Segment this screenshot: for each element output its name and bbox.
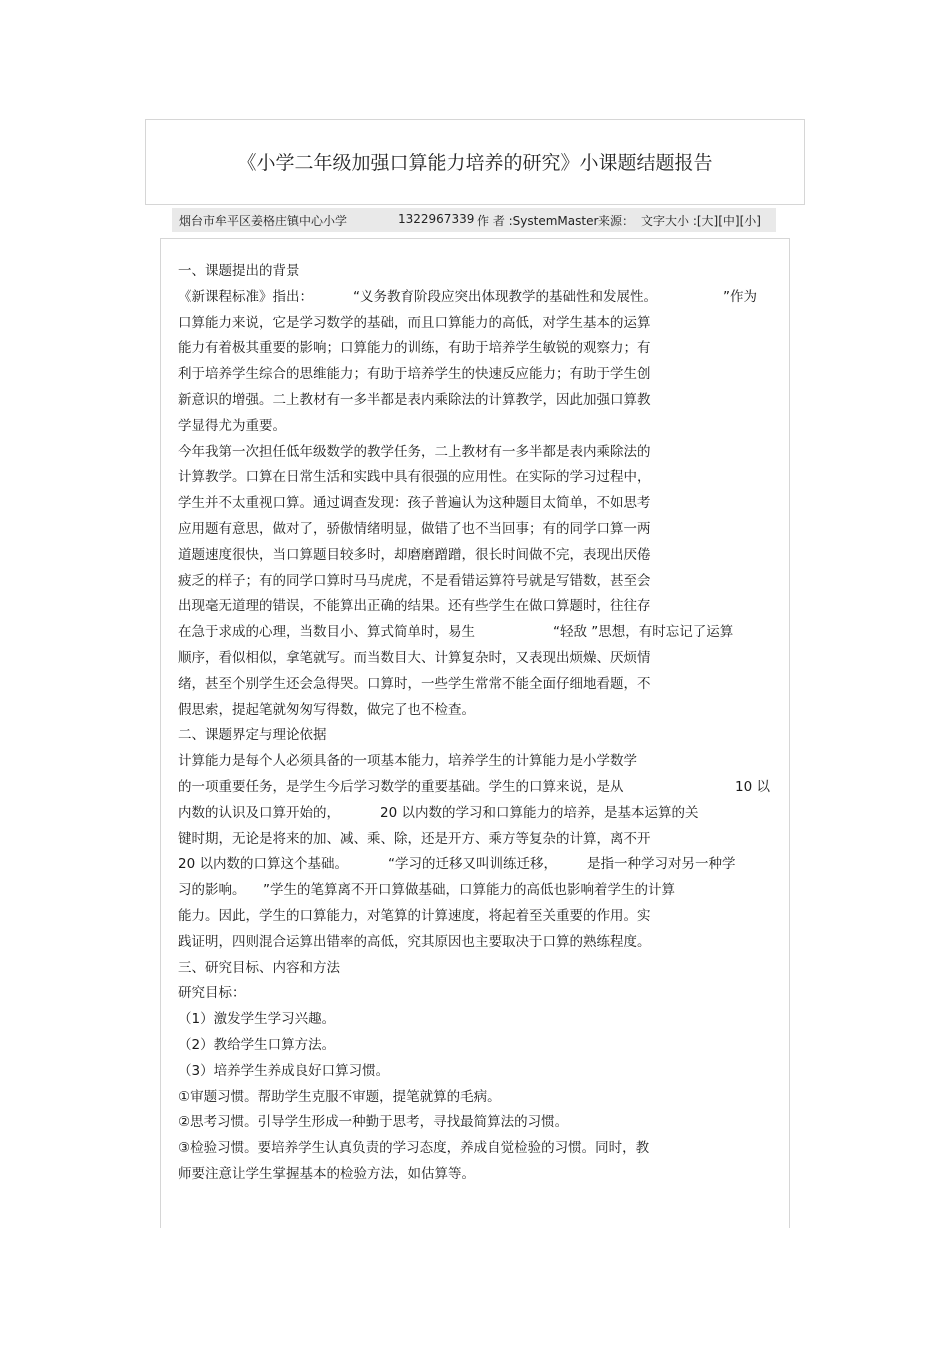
article-body	[178, 259, 778, 1188]
text-segment: 一、课题提出的背景	[178, 263, 300, 279]
text-segment: 师要注意让学生掌握基本的检验方法，如估算等。	[178, 1165, 475, 1182]
text-line	[178, 827, 778, 853]
meta-id: 1322967339	[398, 212, 475, 226]
text-segment: 20 以内数的学习和口算能力的培养，是基本运算的关	[380, 804, 699, 821]
text-line	[178, 775, 778, 801]
font-size-large-link[interactable]: [大]	[696, 214, 719, 228]
text-segment: 新意识的增强。二上教材有一多半都是表内乘除法的计算教学，因此加强口算教	[178, 391, 651, 408]
text-line	[178, 465, 778, 491]
text-segment: ”学生的笔算离不开口算做基础，口算能力的高低也影响着学生的计算	[263, 882, 675, 899]
text-line	[178, 259, 778, 285]
text-line	[178, 362, 778, 388]
text-line	[178, 388, 778, 414]
text-segment: “轻敌 ”思想，有时忘记了运算	[553, 624, 734, 641]
meta-source: 来源：	[598, 214, 635, 228]
text-line	[178, 956, 778, 982]
text-segment: 《新课程标准》指出：	[178, 288, 313, 305]
article-meta-bar	[172, 208, 776, 232]
text-segment: 应用题有意思，做对了，骄傲情绪明显，做错了也不当回事；有的同学口算一两	[178, 520, 651, 537]
text-segment: 能力有着极其重要的影响；口算能力的训练，有助于培养学生敏锐的观察力；有	[178, 340, 651, 357]
title-box	[145, 119, 805, 205]
page-title: 《小学二年级加强口算能力培养的研究》小课题结题报告	[237, 152, 713, 174]
text-line	[178, 285, 778, 311]
text-line	[178, 1059, 778, 1085]
font-size-controls	[641, 212, 761, 229]
text-line	[178, 336, 778, 362]
text-line	[178, 311, 778, 337]
text-line	[178, 646, 778, 672]
font-size-medium-link[interactable]: [中]	[718, 214, 740, 228]
text-line	[178, 930, 778, 956]
text-segment: （3）培养学生养成良好口算习惯。	[178, 1062, 390, 1079]
text-line	[178, 878, 778, 904]
text-segment: 学生并不太重视口算。通过调查发现：孩子普遍认为这种题目太简单，不如思考	[178, 495, 651, 512]
meta-author: 作 者 :SystemMaster	[477, 214, 599, 228]
text-line	[178, 1136, 778, 1162]
text-line	[178, 569, 778, 595]
text-segment: 绪，甚至个别学生还会急得哭。口算时，一些学生常常不能全面仔细地看题，不	[178, 675, 651, 692]
text-segment: 践证明，四则混合运算出错率的高低，究其原因也主要取决于口算的熟练程度。	[178, 933, 651, 950]
text-segment: 能力。因此，学生的口算能力，对笔算的计算速度，将起着至关重要的作用。实	[178, 907, 651, 924]
text-segment: 疲乏的样子；有的同学口算时马马虎虎，不是看错运算符号就是写错数，甚至会	[178, 572, 651, 589]
text-line	[178, 491, 778, 517]
text-segment: 口算能力来说，它是学习数学的基础，而且口算能力的高低，对学生基本的运算	[178, 314, 651, 331]
text-line	[178, 414, 778, 440]
text-line	[178, 749, 778, 775]
text-segment: 习的影响。	[178, 882, 246, 899]
text-segment: 是指一种学习对另一种学	[587, 856, 736, 873]
text-segment: 学显得尤为重要。	[178, 417, 286, 434]
text-segment: 道题速度很快，当口算题目较多时，却磨磨蹭蹭，很长时间做不完，表现出厌倦	[178, 546, 651, 563]
text-segment: 研究目标：	[178, 985, 246, 1002]
text-segment: 今年我第一次担任低年级数学的教学任务，二上教材有一多半都是表内乘除法的	[178, 443, 651, 460]
text-line	[178, 698, 778, 724]
text-segment: 内数的认识及口算开始的，	[178, 804, 340, 821]
text-segment: 10 以	[735, 778, 770, 795]
text-segment: 出现毫无道理的错误，不能算出正确的结果。还有些学生在做口算题时，往往存	[178, 598, 651, 615]
text-segment: 在急于求成的心理，当数目小、算式简单时，易生	[178, 624, 475, 641]
text-segment: 计算能力是每个人必须具备的一项基本能力，培养学生的计算能力是小学数学	[178, 753, 637, 770]
text-line	[178, 543, 778, 569]
text-segment: 三、研究目标、内容和方法	[178, 959, 340, 976]
text-line	[178, 1033, 778, 1059]
text-segment: ①审题习惯。帮助学生克服不审题，提笔就算的毛病。	[178, 1088, 501, 1105]
text-segment: 二、课题界定与理论依据	[178, 727, 327, 744]
text-line	[178, 440, 778, 466]
text-line	[178, 1162, 778, 1188]
text-line	[178, 517, 778, 543]
text-line	[178, 852, 778, 878]
text-segment: 计算教学。口算在日常生活和实践中具有很强的应用性。在实际的学习过程中，	[178, 469, 651, 486]
text-segment: “学习的迁移又叫训练迁移，	[388, 856, 557, 873]
text-segment: （1）激发学生学习兴趣。	[178, 1011, 336, 1028]
text-line	[178, 1110, 778, 1136]
text-line	[178, 620, 778, 646]
text-segment: 的一项重要任务，是学生今后学习数学的重要基础。学生的口算来说，是从	[178, 778, 624, 795]
text-segment: ”作为	[723, 288, 757, 305]
text-segment: 假思索，提起笔就匆匆写得数，做完了也不检查。	[178, 701, 475, 718]
text-line	[178, 904, 778, 930]
text-segment: ②思考习惯。引导学生形成一种勤于思考，寻找最简算法的习惯。	[178, 1114, 569, 1131]
text-line	[178, 801, 778, 827]
font-size-small-link[interactable]: [小]	[739, 214, 761, 228]
text-segment: 顺序，看似相似，拿笔就写。而当数目大、计算复杂时，又表现出烦燥、厌烦情	[178, 649, 651, 666]
text-segment: （2）教给学生口算方法。	[178, 1036, 336, 1053]
text-line	[178, 981, 778, 1007]
text-line	[178, 594, 778, 620]
text-segment: 键时期，无论是将来的加、减、乘、除，还是开方、乘方等复杂的计算，离不开	[178, 830, 651, 847]
text-line	[178, 1085, 778, 1111]
meta-school: 烟台市牟平区姜格庄镇中心小学	[179, 214, 348, 228]
text-segment: 利于培养学生综合的思维能力；有助于培养学生的快速反应能力；有助于学生创	[178, 366, 651, 383]
text-segment: 20 以内数的口算这个基础。	[178, 856, 348, 873]
text-line	[178, 672, 778, 698]
text-line	[178, 1007, 778, 1033]
text-segment: ③检验习惯。要培养学生认真负责的学习态度，养成自觉检验的习惯。同时，教	[178, 1140, 650, 1157]
font-size-label: 文字大小 :	[641, 214, 697, 228]
text-segment: “义务教育阶段应突出体现教学的基础性和发展性。	[353, 288, 657, 305]
text-line	[178, 723, 778, 749]
